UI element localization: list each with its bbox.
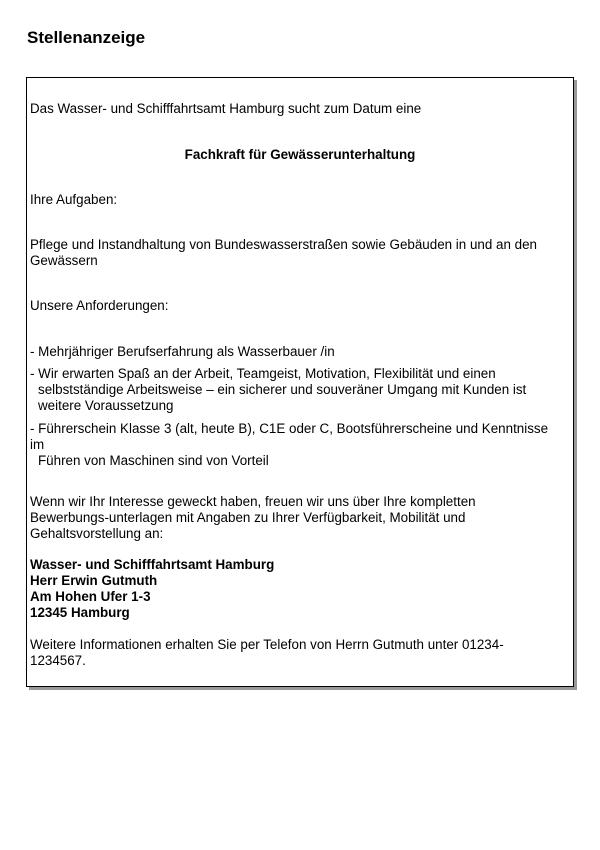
address-org: Wasser- und Schifffahrtsamt Hamburg: [30, 557, 275, 572]
address-street: Am Hohen Ufer 1-3: [30, 589, 151, 604]
requirement-3-line-2: im: [30, 437, 45, 452]
closing-line-3: Gehaltsvorstellung an:: [30, 526, 164, 541]
info-line-2: 1234567.: [30, 653, 86, 668]
job-title: Fachkraft für Gewässerunterhaltung: [184, 147, 416, 162]
tasks-heading: Ihre Aufgaben:: [30, 192, 118, 207]
requirement-2-line-1: - Wir erwarten Spaß an der Arbeit, Teamgeist, Motivation, Flexibilität und einen: [30, 366, 496, 381]
closing-line-1: Wenn wir Ihr Interesse geweckt haben, freuen wir uns über Ihre kompletten: [30, 494, 476, 509]
intro-text: Das Wasser- und Schifffahrtsamt Hamburg sucht zum Datum eine: [30, 101, 422, 116]
requirement-3-line-3: Führen von Maschinen sind von Vorteil: [38, 453, 269, 468]
tasks-line-1: Pflege und Instandhaltung von Bundeswasserstraßen sowie Gebäuden in und an den: [30, 237, 537, 252]
tasks-line-2: Gewässern: [30, 253, 98, 268]
info-line-1: Weitere Informationen erhalten Sie per Telefon von Herrn Gutmuth unter 01234-: [30, 637, 504, 652]
requirement-3-line-1: - Führerschein Klasse 3 (alt, heute B), C1E oder C, Bootsführerscheine und Kenntnisse: [30, 421, 549, 436]
closing-line-2: Bewerbungs-unterlagen mit Angaben zu Ihrer Verfügbarkeit, Mobilität und: [30, 510, 466, 525]
address-city: 12345 Hamburg: [30, 605, 130, 620]
page-title: Stellenanzeige: [27, 28, 146, 47]
requirements-heading: Unsere Anforderungen:: [30, 298, 169, 313]
requirement-2-line-3: weitere Voraussetzung: [38, 398, 174, 413]
address-person: Herr Erwin Gutmuth: [30, 573, 158, 588]
requirement-1: - Mehrjähriger Berufserfahrung als Wasserbauer /in: [30, 344, 335, 359]
requirement-2-line-2: selbstständige Arbeitsweise – ein sicherer und souveräner Umgang mit Kunden ist: [38, 382, 527, 397]
